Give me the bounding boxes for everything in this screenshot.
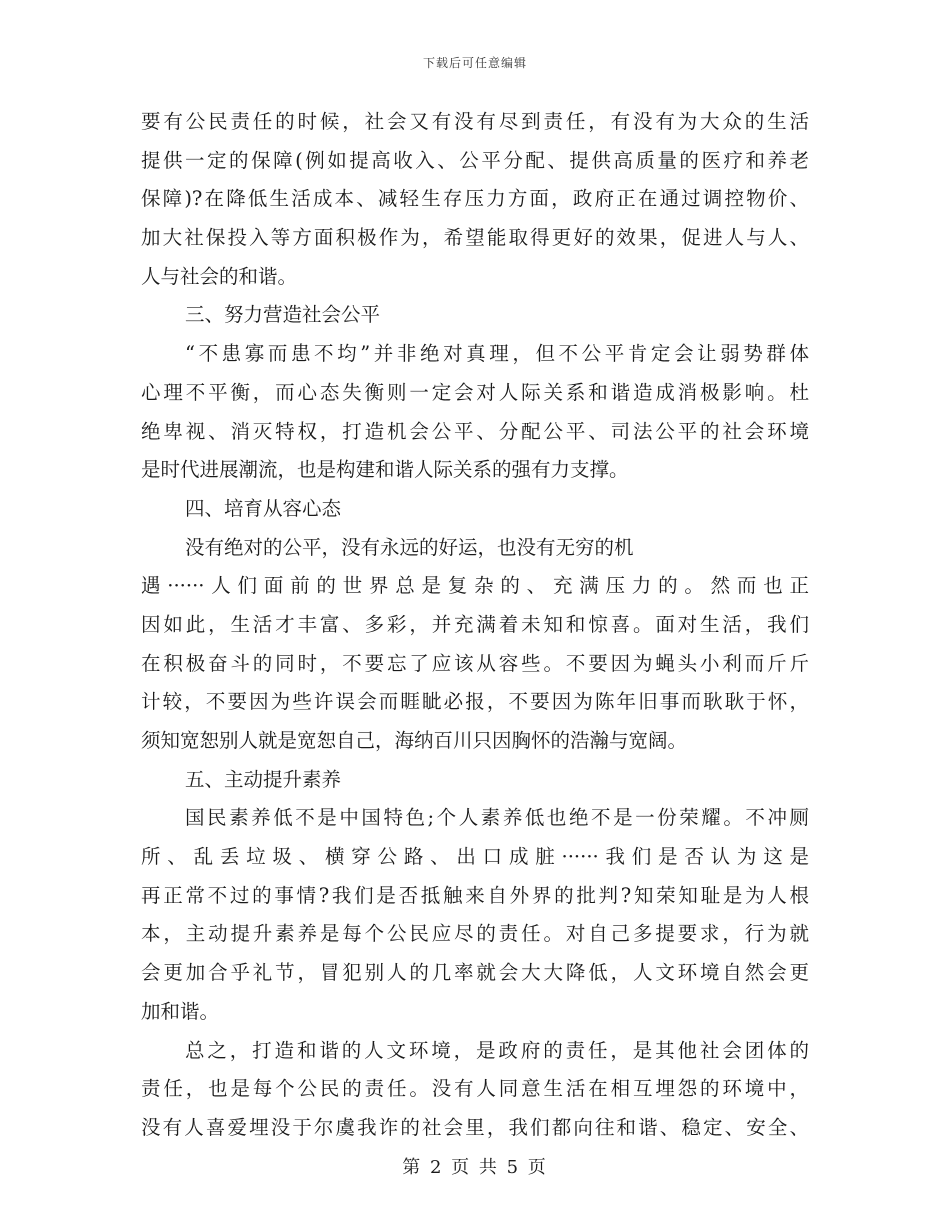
text-line: 人与社会的和谐。	[141, 264, 298, 288]
page-header: 下载后可任意编辑	[422, 56, 527, 70]
text-line: 三、努力营造社会公平	[185, 303, 381, 327]
text-line: 绝卑视、消灭特权，打造机会公平、分配公平、司法公平的社会环境	[141, 419, 809, 443]
text-line: 四、培育从容心态	[185, 496, 342, 520]
text-line: 要有公民责任的时候，社会又有没有尽到责任，有没有为大众的生活	[141, 110, 809, 133]
text-line: 在积极奋斗的同时，不要忘了应该从容些。不要因为蝇头小利而斤斤	[141, 651, 809, 675]
text-line: 计较，不要因为些许误会而睚眦必报，不要因为陈年旧事而耿耿于怀，	[141, 690, 809, 714]
text-line: 国民素养低不是中国特色;个人素养低也绝不是一份荣耀。不冲厕	[185, 806, 809, 830]
text-line: 因如此，生活才丰富、多彩，并充满着未知和惊喜。面对生活，我们	[141, 612, 809, 636]
page-footer: 第 2 页 共 5 页	[402, 1157, 548, 1178]
text-line: 心理不平衡，而心态失衡则一定会对人际关系和谐造成消极影响。杜	[141, 380, 809, 404]
text-line: 提供一定的保障(例如提高收入、公平分配、提供高质量的医疗和养老	[141, 148, 809, 172]
text-line: 遇······人们面前的世界总是复杂的、充满压力的。然而也正	[141, 574, 809, 598]
document-body	[141, 103, 809, 1148]
text-line: 本，主动提升素养是每个公民应尽的责任。对自己多提要求，行为就	[141, 922, 809, 946]
text-line: 加和谐。	[141, 999, 220, 1023]
text-line: 没有人喜爱埋没于尔虞我诈的社会里，我们都向往和谐、稳定、安全、	[141, 1115, 809, 1139]
text-line: “不患寡而患不均”并非绝对真理，但不公平肯定会让弱势群体	[185, 342, 809, 366]
text-line: 责任，也是每个公民的责任。没有人同意生活在相互埋怨的环境中，	[141, 1077, 809, 1101]
text-line: 所、乱丢垃圾、横穿公路、出口成脏······我们是否认为这是	[141, 845, 809, 869]
text-line: 保障)?在降低生活成本、减轻生存压力方面，政府正在通过调控物价、	[141, 187, 809, 211]
text-line: 是时代进展潮流，也是构建和谐人际关系的强有力支撑。	[141, 458, 629, 482]
text-line: 加大社保投入等方面积极作为，希望能取得更好的效果，促进人与人、	[141, 226, 809, 250]
text-line: 会更加合乎礼节，冒犯别人的几率就会大大降低，人文环境自然会更	[141, 961, 809, 985]
text-line: 没有绝对的公平，没有永远的好运，也没有无穷的机	[185, 535, 634, 559]
text-line: 须知宽恕别人就是宽恕自己，海纳百川只因胸怀的浩瀚与宽阔。	[141, 729, 688, 752]
text-line: 总之，打造和谐的人文环境，是政府的责任，是其他社会团体的	[185, 1038, 809, 1062]
text-line: 五、主动提升素养	[185, 767, 342, 791]
text-line: 再正常不过的事情?我们是否抵触来自外界的批判?知荣知耻是为人根	[141, 883, 809, 907]
